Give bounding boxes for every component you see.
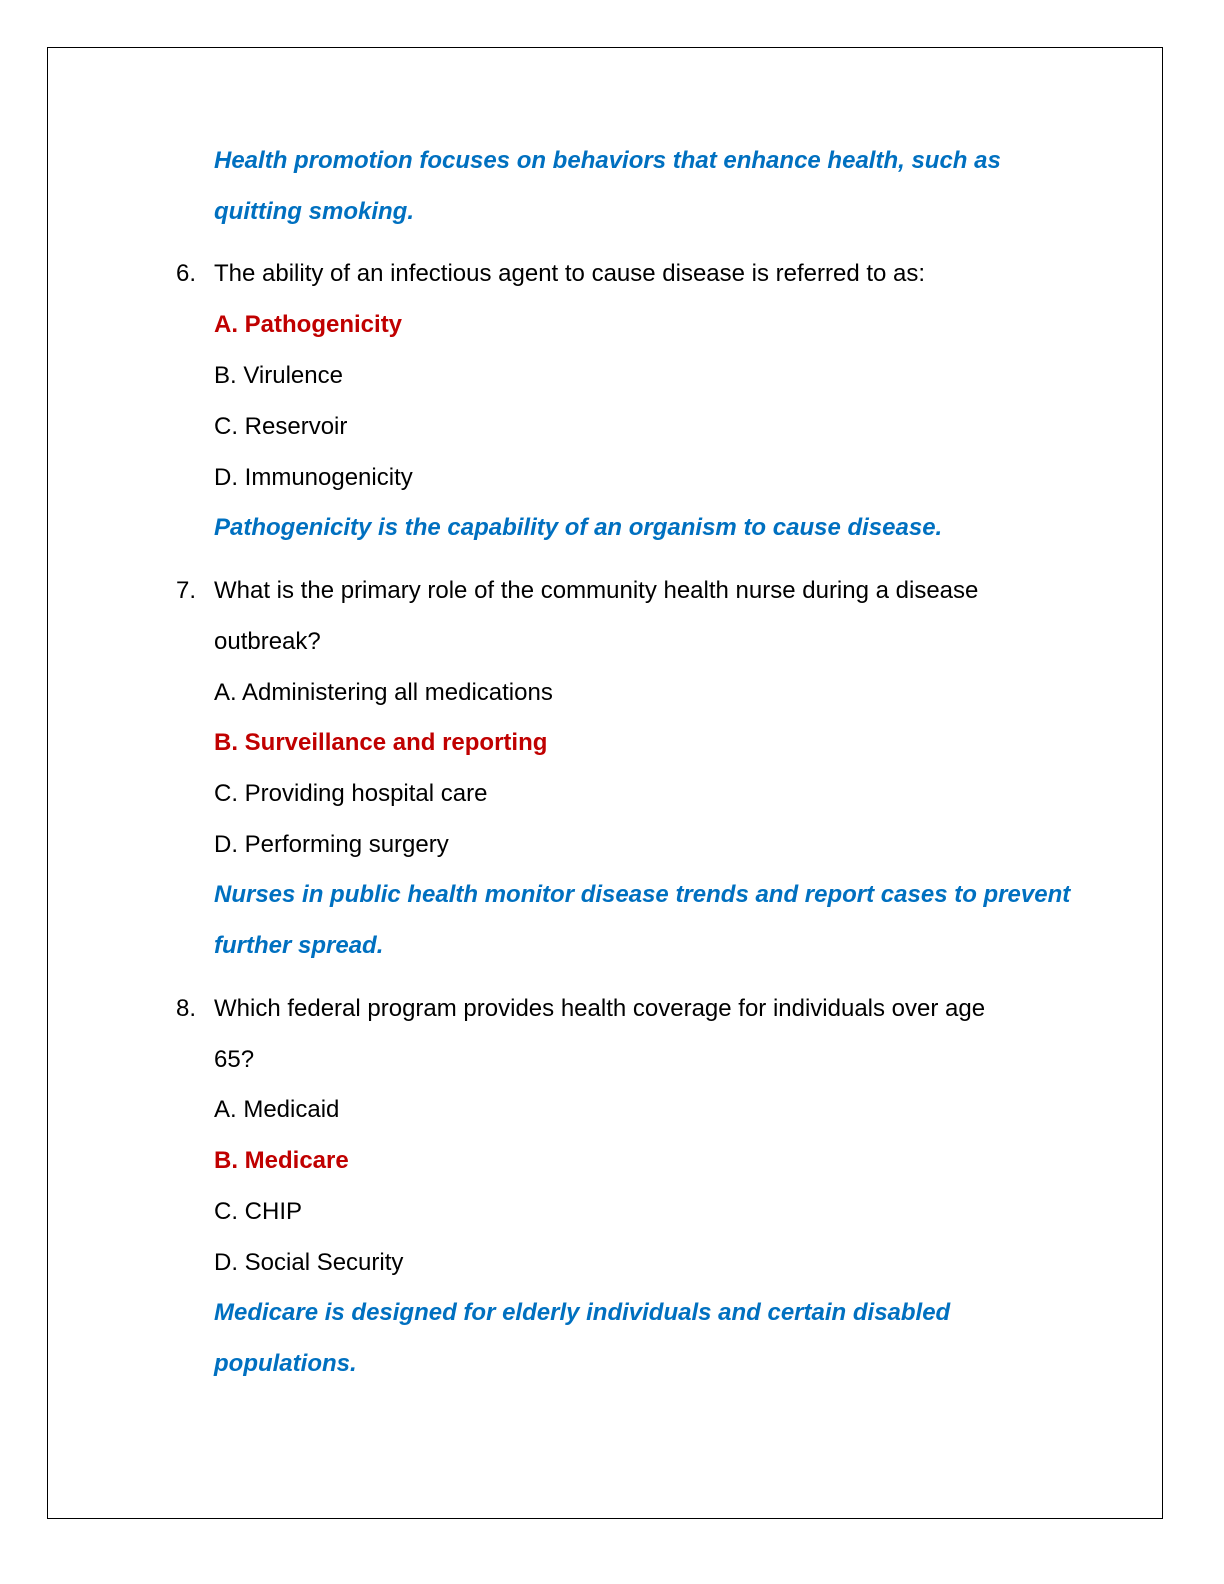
question-7-rationale-line-1: Nurses in public health monitor disease trends and report cases to prevent [214,881,1071,908]
question-7-option-d: D. Performing surgery [214,831,449,858]
question-7-option-c: C. Providing hospital care [214,780,488,807]
question-8-option-b: B. Medicare [214,1147,349,1174]
question-6-stem: The ability of an infectious agent to cause disease is referred to as: [214,260,926,287]
question-8-option-d: D. Social Security [214,1249,404,1276]
question-7-option-a: A. Administering all medications [214,679,553,706]
question-6-option-a: A. Pathogenicity [214,311,403,338]
question-7-stem-line-1: What is the primary role of the community health nurse during a disease [214,577,979,604]
question-7-number: 7. [176,577,197,604]
question-6-option-d: D. Immunogenicity [214,464,413,491]
question-8-rationale-line-2: populations. [214,1350,357,1377]
question-8-stem-line-1: Which federal program provides health coverage for individuals over age [214,995,986,1022]
question-8-number: 8. [176,995,197,1022]
question-6-option-b: B. Virulence [214,362,343,389]
question-7-option-b: B. Surveillance and reporting [214,729,548,756]
question-6-rationale: Pathogenicity is the capability of an organism to cause disease. [214,514,943,541]
question-8-option-c: C. CHIP [214,1198,303,1225]
intro-rationale-line-1: Health promotion focuses on behaviors that enhance health, such as [214,147,1001,174]
question-8-stem-line-2: 65? [214,1046,255,1073]
question-8-rationale-line-1: Medicare is designed for elderly individuals and certain disabled [214,1299,951,1326]
question-6-option-c: C. Reservoir [214,413,348,440]
question-8-option-a: A. Medicaid [214,1096,340,1123]
intro-rationale-line-2: quitting smoking. [214,198,414,225]
question-7-rationale-line-2: further spread. [214,932,384,959]
question-6-number: 6. [176,260,197,287]
question-7-stem-line-2: outbreak? [214,628,321,655]
